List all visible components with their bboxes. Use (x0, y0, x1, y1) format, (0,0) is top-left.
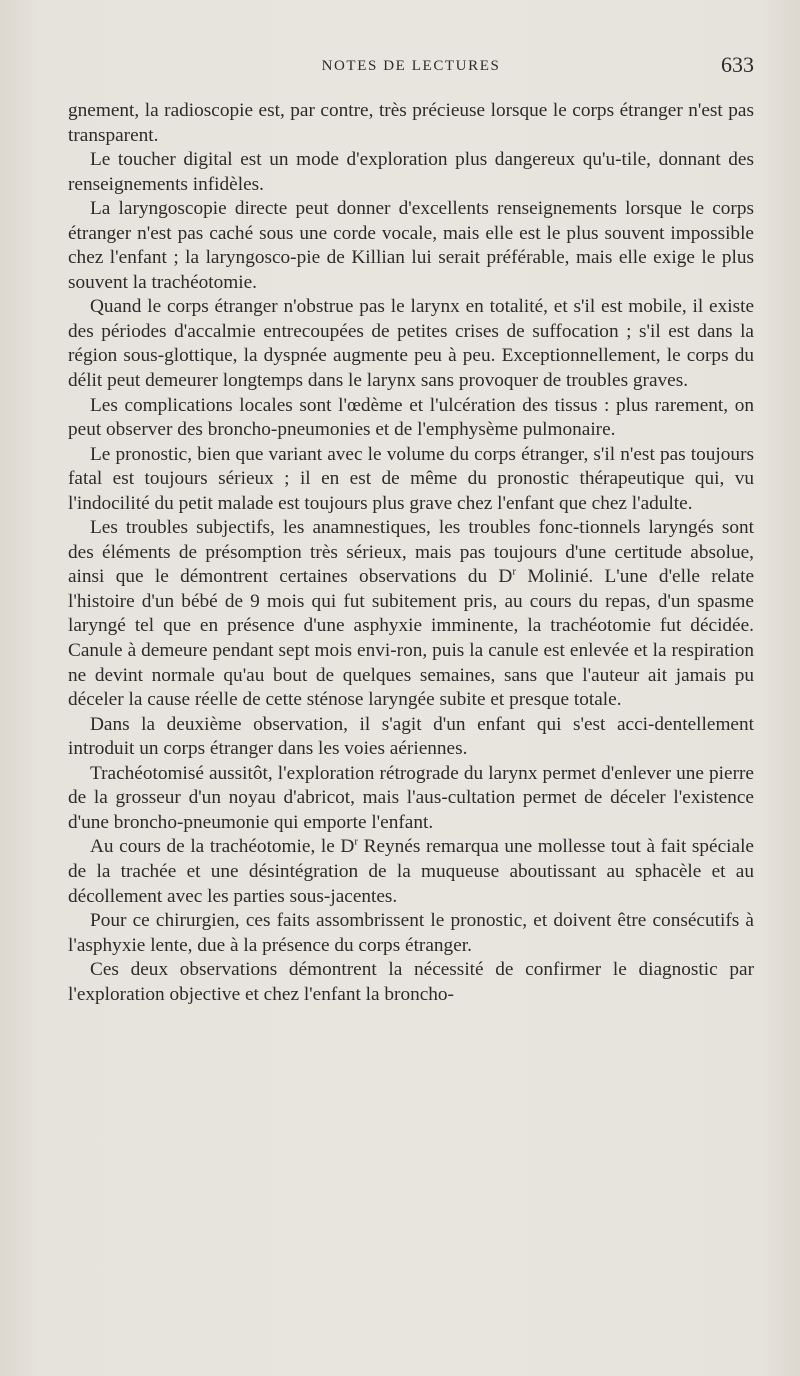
paragraph-11: Pour ce chirurgien, ces faits assombrissent le pronostic, et doivent être consécutifs à l'asphyxie lente, due à la présence du corps étranger. (68, 910, 754, 956)
paragraph-6: Le pronostic, bien que variant avec le volume du corps étranger, s'il n'est pas toujours fatal est toujours sérieux ; il en est de même du pronostic thérapeutique qui, vu l'indocilité du petit malade est toujours plus grave chez l'enfant que chez l'adulte. (68, 443, 754, 514)
body-text (68, 99, 754, 1007)
page-number: 633 (721, 52, 754, 77)
paragraph-7: Les troubles subjectifs, les anamnestiques, les troubles fonc-tionnels laryngés sont des éléments de présomption très sérieux, mais pas toujours d'une certitude absolue, ainsi que le démontrent certaines observations du $D^r$ Molinié. L'une d'elle relate l'histoire d'un bébé de 9 mois qui fut subitement pris, au cours du repas, d'un spasme laryngé tel que en présence d'une asphyxie imminente, la trachéotomie fut décidée. Canule à demeure pendant sept mois envi-ron, puis la canule est enlevée et la respiration ne devint normale qu'au bout de quelques semaines, sans que l'auteur ait jamais pu déceler la cause réelle de cette sténose laryngée subite et presque totale. (68, 517, 755, 711)
paragraph-12: Ces deux observations démontrent la nécessité de confirmer le diagnostic par l'exploration objective et chez l'enfant la broncho- (68, 959, 754, 1005)
paragraph-2: Le toucher digital est un mode d'exploration plus dangereux qu'u-tile, donnant des renseignements infidèles. (68, 149, 754, 195)
running-head: NOTES DE LECTURES (321, 58, 501, 74)
paragraph-5: Les complications locales sont l'œdème et l'ulcération des tissus : plus rarement, on peut observer des broncho-pneumonies et de l'emphysème pulmonaire. (68, 394, 754, 441)
paragraph-8: Dans la deuxième observation, il s'agit d'un enfant qui s'est acci-dentellement introduit un corps étranger dans les voies aériennes. (68, 713, 754, 760)
paragraph-1: gnement, la radioscopie est, par contre, très précieuse lorsque le corps étranger n'est pas transparent. (68, 100, 754, 146)
paragraph-10: Au cours de la trachéotomie, le $D^r$ Reynés remarqua une mollesse tout à fait spéciale de la trachée et une désintégration de la muqueuse aboutissant au sphacèle et au décollement avec les parties sous-jacentes. (68, 835, 754, 907)
paragraph-3: La laryngoscopie directe peut donner d'excellents renseignements lorsque le corps étranger n'est pas caché sous une corde vocale, mais elle est le plus souvent impossible chez l'enfant ; la laryngosco-pie de Killian lui serait préférable, mais elle exige le plus souvent la trachéotomie. (68, 198, 754, 293)
page-header (68, 52, 754, 82)
superscript-r: r (354, 835, 358, 848)
superscript-r: r (512, 565, 517, 578)
paragraph-4: Quand le corps étranger n'obstrue pas le larynx en totalité, et s'il est mobile, il existe des périodes d'accalmie entrecoupées de petites crises de suffocation ; s'il est dans la région sous-glottique, la dyspnée augmente peu à peu. Exceptionnellement, le corps du délit peut demeurer longtemps dans le larynx sans provoquer de troubles graves. (68, 296, 754, 392)
paragraph-9: Trachéotomisé aussitôt, l'exploration rétrograde du larynx permet d'enlever une pierre de la grosseur d'un noyau d'abricot, mais l'aus-cultation permet de déceler l'existence d'une broncho-pneumonie qui emporte l'enfant. (68, 762, 754, 833)
